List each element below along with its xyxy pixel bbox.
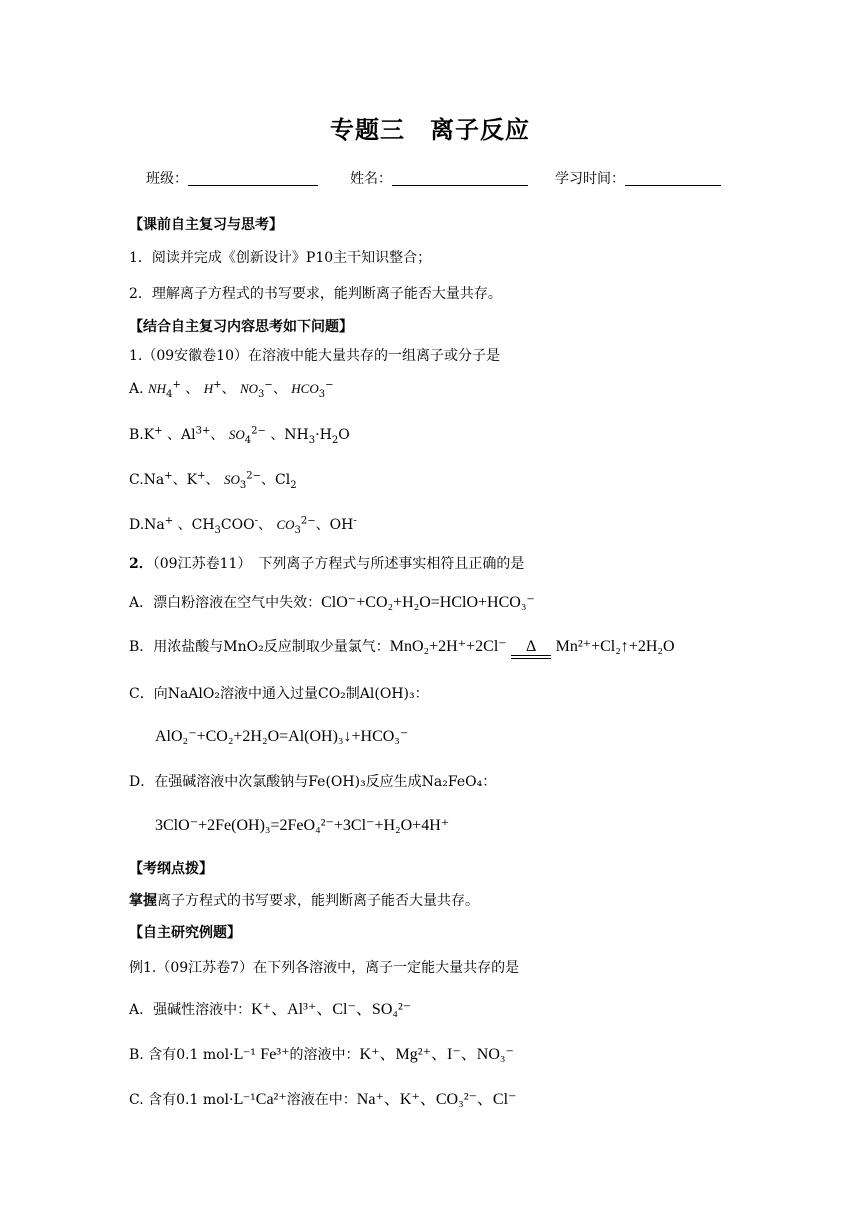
review-item-1: 1．阅读并完成《创新设计》P10主干知识整合； — [129, 250, 432, 266]
example-option-a: A．强碱性溶液中：K⁺、Al³⁺、Cl⁻、SO₄²⁻ — [129, 1001, 412, 1018]
q2-stem: 2．（09江苏卷11） 下列离子方程式与所述事实相符且正确的是 — [129, 556, 525, 572]
class-label: 班级： — [146, 171, 188, 187]
example-stem: 例1.（09江苏卷7）在下列各溶液中，离子一定能大量共存的是 — [129, 960, 520, 976]
example-option-c: C. 含有0.1 mol·L⁻¹Ca²⁺溶液在中：Na⁺、K⁺、CO₃²⁻、Cl⁻ — [129, 1091, 517, 1108]
q1-option-d: D.Na+ 、$CH_3COO^-$、 $CO_3^{2-}$、OH- — [129, 515, 357, 536]
q1-option-c: C.Na+、K+、 $SO_3^{2-}$、$Cl_2$ — [129, 470, 297, 491]
section-research: 【自主研究例题】 — [129, 925, 241, 941]
q2-option-d-equation: 3ClO⁻+2Fe(OH)₃=2FeO₄²⁻+3Cl⁻+H₂O+4H⁺ — [155, 817, 450, 834]
class-field — [146, 168, 318, 188]
section-think: 【结合自主复习内容思考如下问题】 — [129, 319, 353, 335]
name-blank[interactable] — [392, 171, 528, 186]
example-option-b: B. 含有0.1 mol·L⁻¹ Fe³⁺的溶液中：K⁺、Mg²⁺、I⁻、NO₃⁻ — [129, 1046, 514, 1063]
q2-option-c-equation: AlO₂⁻+CO₂+2H₂O=Al(OH)₃↓+HCO₃⁻ — [155, 728, 409, 745]
q2-option-c: C．向NaAlO₂溶液中通入过量CO₂制Al(OH)₃： — [129, 686, 429, 702]
q1-stem: 1.（09安徽卷10）在溶液中能大量共存的一组离子或分子是 — [129, 348, 500, 364]
section-outline: 【考纲点拨】 — [129, 861, 213, 877]
q2-option-d: D．在强碱溶液中次氯酸钠与Fe(OH)₃反应生成Na₂FeO₄： — [129, 774, 497, 790]
q2-option-a: A．漂白粉溶液在空气中失效：ClO⁻+CO₂+H₂O=HClO+HCO₃⁻ — [129, 594, 535, 611]
name-field — [350, 168, 528, 188]
page-title: 专题三 离子反应 — [330, 116, 530, 144]
q1-option-a: A. $NH_4^+$ 、 H+、 $NO_3^-$、 $HCO_3^-$ — [129, 379, 334, 400]
study-time-blank[interactable] — [625, 171, 721, 186]
reaction-condition-heat: Δ — [511, 638, 551, 656]
class-blank[interactable] — [188, 171, 318, 186]
review-item-2: 2．理解离子方程式的书写要求，能判断离子能否大量共存。 — [129, 286, 502, 302]
study-time-label: 学习时间： — [555, 171, 625, 187]
q2-option-b: B．用浓盐酸与MnO₂反应制取少量氯气：MnO₂+2H⁺+2Cl⁻ Δ Mn²⁺+Cl₂↑+2H₂O — [129, 636, 675, 656]
study-time-field — [555, 168, 721, 188]
name-label: 姓名： — [350, 171, 392, 187]
outline-text: 掌握离子方程式的书写要求，能判断离子能否大量共存。 — [129, 893, 479, 909]
q1-option-b: B.K+ 、$Al^{3+}$、 $SO_4^{2-}$ 、$NH_3\cdot H_2O$ — [129, 425, 350, 446]
section-review: 【课前自主复习与思考】 — [129, 217, 283, 233]
